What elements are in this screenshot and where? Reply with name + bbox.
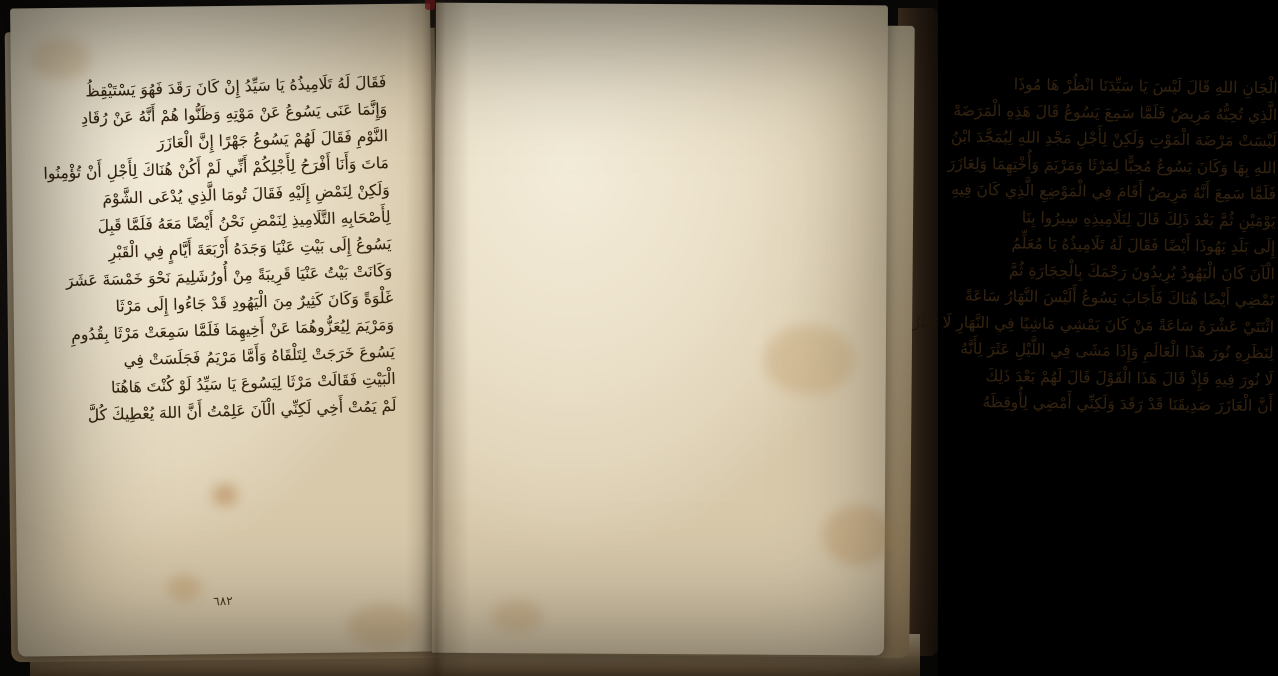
text-line: اللهِ بِهَا وَكَانَ يَسُوعُ مُحِبًّا لِمَرْثَا وَمَرْيَمَ وَأُخْتِهِمَا وَلِعَازَرَ — [947, 153, 1277, 177]
foxing-stain — [30, 38, 91, 81]
text-line: فَقَالَ لَهُ تَلَامِيذُهُ يَا سَيِّدُ إِنْ كَانَ رَقَدَ فَهُوَ يَسْتَيْقِظُ — [85, 72, 387, 101]
spine-headband-mark — [425, 0, 435, 10]
text-line: الَّذِي تُحِبُّهُ مَرِيضٌ فَلَمَّا سَمِعَ يَسُوعُ قَالَ هَذِهِ الْمَرَضَهْ — [953, 100, 1278, 124]
page-verso — [10, 3, 438, 656]
text-line: اثْنَتَيْ عَشْرَةَ سَاعَةً مَنْ كَانَ يَمْشِي مَاشِيًا فِي النَّهَارِ لَا يَعْثُرُ — [912, 312, 1275, 336]
foxing-stain — [347, 604, 418, 649]
text-line: يَسُوعَ خَرَجَتْ لِتَلْقَاهُ وَأَمَّا مَرْيَمُ فَجَلَسَتْ فِي — [123, 342, 396, 370]
text-line: الْآنَ كَانَ الْيَهُودُ يُرِيدُونَ رَجْمَكَ بِالْحِجَارَةِ ثُمَّ — [1008, 260, 1275, 283]
text-line: يَسُوعُ إِلَى بَيْتِ عَنْيَا وَجَدَهُ أَرْبَعَةَ أَيَّامٍ فِي الْقَبْرِ — [108, 234, 392, 262]
foxing-stain — [823, 505, 893, 565]
text-line: يَوْمَيْنِ ثُمَّ بَعْدَ ذَلِكَ قَالَ لِتَلَامِيذِهِ سِيرُوا بِنَا — [1021, 208, 1276, 230]
text-line: وَمَرْيَمَ لِيُعَزُّوهُمَا عَنْ أَخِيهِمَا فَلَمَّا سَمِعَتْ مَرْثَا بِقُدُومِ — [70, 315, 395, 345]
text-line: وَكَانَتْ بَيْتُ عَنْيَا قَرِيبَةً مِنْ أُورُشَلِيمَ نَحْوَ خَمْسَةَ عَشَرَ — [65, 261, 393, 291]
text-line: فَلَمَّا سَمِعَ أَنَّهُ مَرِيضٌ أَقَامَ فِي الْمَوْضِعِ الَّذِي كَانَ فِيهِ — [951, 180, 1277, 204]
text-column-recto — [912, 75, 1278, 581]
page-catchword: ٦٨٢ — [213, 593, 233, 609]
text-line: الْبَيْتِ فَقَالَتْ مَرْثَا لِيَسُوعَ يَا سَيِّدُ لَوْ كُنْتَ هَاهُنَا — [110, 369, 396, 397]
text-line: لِنَظَرِهِ نُورَ هَذَا الْعَالَمِ وَإِذَا مَشَى فِي اللَّيْلِ عَثَرَ لِأَنَّهُ — [960, 339, 1274, 363]
text-column-verso — [43, 72, 402, 585]
foxing-stain — [764, 325, 854, 396]
text-line: لَمْ يَمُتْ أَخِي لَكِنِّي الْآنَ عَلِمْتُ أَنَّ اللهَ يُعْطِيكَ كُلَّ — [87, 396, 397, 425]
text-line: الْجَانِ اللهِ قَالَ لَيْسَ يَا سَيِّدَنَا انْظُرْ هَا مُوذَا — [1013, 75, 1278, 98]
text-line: مَاتَ وَأَنَا أَفْرَحُ لِأَجْلِكُمْ أَنِّي لَمْ أَكُنْ هُنَاكَ لِأَجْلِ أَنْ تُؤْمِنُوا — [43, 153, 390, 183]
text-line: أَنَّ الْعَازَرَ صَدِيقَنَا قَدْ رَقَدَ وَلَكِنِّي أَمْضِي لِأُوقِظَهُ — [982, 392, 1274, 416]
foxing-stain — [492, 599, 542, 633]
text-line: غَلْوَةً وَكَانَ كَثِيرٌ مِنَ الْيَهُودِ قَدْ جَاءُوا إِلَى مَرْثَا — [115, 288, 394, 316]
text-line: وَلَكِنْ لِنَمْضِ إِلَيْهِ فَقَالَ تُومَا الَّذِي يُدْعَى الشَّوْمَ — [102, 180, 390, 208]
text-line: لِأَصْحَابِهِ التَّلَامِيذِ لِنَمْضِ نَحْنُ أَيْضًا مَعَهُ فَلَمَّا قَبِلَ — [97, 207, 391, 236]
text-line: إِلَى بَلَدِ يَهُوذَا أَيْضًا فَقَالَ لَهُ تَلَامِيذُهُ يَا مُعَلِّمُ — [1011, 234, 1276, 257]
text-line: لَيْسَتْ مَرْضَهَ الْمَوْتِ وَلَكِنْ لِأَجْلِ مَجْدِ اللهِ لِيُمَجَّدَ ابْنُ — [950, 127, 1277, 151]
text-line: وَإِنَّمَا عَنَى يَسُوعُ عَنْ مَوْتِهِ وَظَنُّوا هُمْ أَنَّهُ عَنْ رُقَادِ — [80, 99, 388, 128]
page-recto — [432, 3, 1278, 656]
text-line: لَا نُورَ فِيهِ فَإِذْ قَالَ هَذَا الْقَوْلَ قَالَ لَهُمْ بَعْدَ ذَلِكَ — [985, 366, 1274, 389]
text-line: النَّوْمِ فَقَالَ لَهُمْ يَسُوعُ جَهْرًا إِنَّ الْعَازَرَ — [156, 126, 389, 153]
text-line: تَمْضِي أَيْضًا هُنَاكَ فَأَجَابَ يَسُوعُ أَلَيْسَ النَّهَارُ سَاعَةً — [964, 286, 1275, 310]
